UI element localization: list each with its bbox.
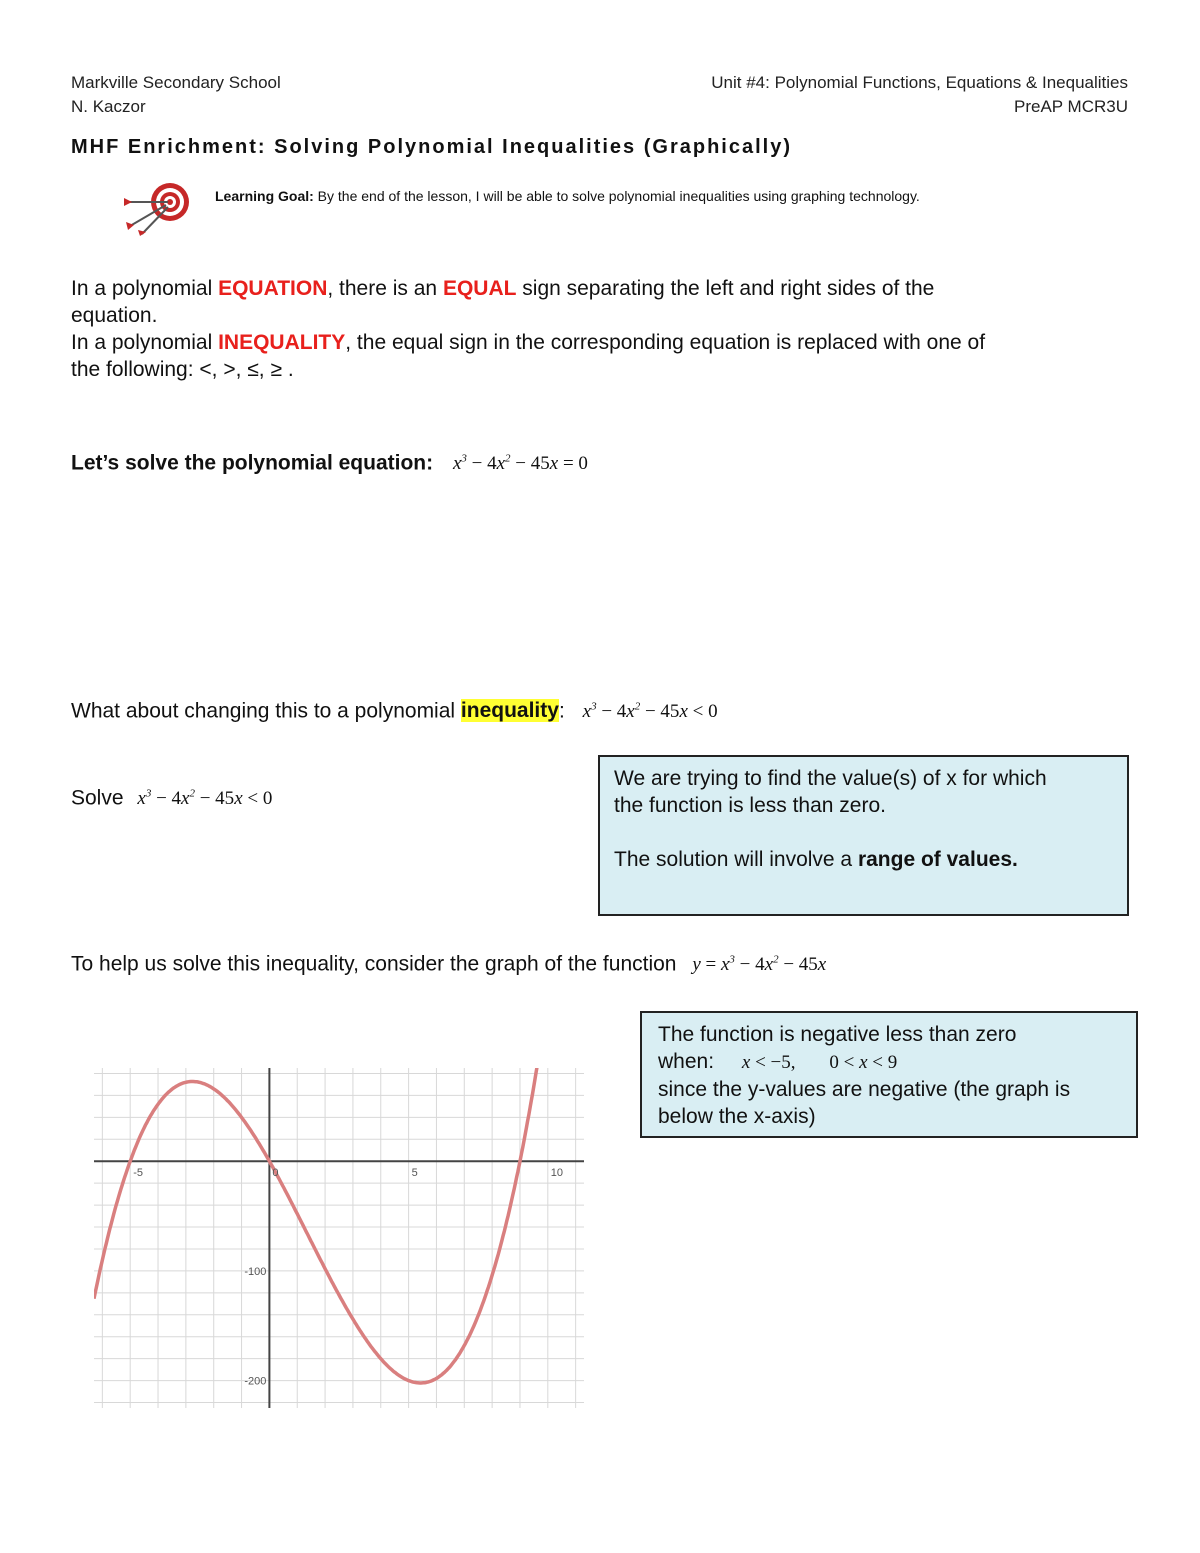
function-curve <box>94 1068 538 1383</box>
intro-text: , the equal sign in the corresponding equation is replaced with one of <box>345 331 986 354</box>
graph-prompt <box>71 947 826 978</box>
function-definition: $y = x^3 - 4x^2 - 45x$ <box>692 954 827 976</box>
solution-interval-1: x < −5, <box>741 1052 796 1073</box>
intro-text: In a polynomial <box>71 331 219 354</box>
intro-text: equation. <box>71 304 158 327</box>
box-text: since the y-values are negative (the graph is <box>658 1078 1071 1101</box>
school-name: Markville Secondary School <box>71 73 281 92</box>
y-tick-label: -200 <box>244 1375 267 1388</box>
target-icon <box>120 178 192 238</box>
inequality-symbols: the following: <, >, ≤, ≥ . <box>71 358 294 381</box>
tick-labels <box>133 1167 563 1387</box>
intro-text: In a polynomial <box>71 277 219 300</box>
solution-interval-2: 0 < x < 9 <box>829 1052 898 1073</box>
intro-text: , there is an <box>327 277 443 300</box>
box-text: the function is less than zero. <box>614 794 886 817</box>
inequality-keyword: INEQUALITY <box>218 331 346 354</box>
box-text: below the x-axis) <box>658 1105 816 1128</box>
polynomial-inequality: $x^3 - 4x^2 - 45x < 0$ <box>582 701 718 723</box>
teacher-name: N. Kaczor <box>71 97 146 116</box>
learning-goal-text: By the end of the lesson, I will be able to solve polynomial inequalities using graphing technology. <box>313 188 920 204</box>
intro-paragraph <box>71 275 1131 383</box>
intro-text: sign separating the left and right sides of the <box>516 277 935 300</box>
equation-prompt-label: Let’s solve the polynomial equation: <box>71 451 434 475</box>
graph-prompt-text: To help us solve this inequality, consider the graph of the function <box>71 952 677 976</box>
course-code: PreAP MCR3U <box>1014 97 1128 116</box>
solve-prompt <box>71 781 272 812</box>
inequality-prompt-text: What about changing this to a polynomial <box>71 699 461 723</box>
solve-inequality: $x^3 - 4x^2 - 45x < 0$ <box>137 788 273 810</box>
x-tick-label: -5 <box>133 1167 143 1180</box>
x-tick-label: 10 <box>550 1167 564 1180</box>
graph-axes <box>94 1068 584 1408</box>
solution-box <box>640 1011 1138 1138</box>
box-text: The function is negative less than zero <box>658 1023 1017 1046</box>
unit-title: Unit #4: Polynomial Functions, Equations & Inequalities <box>711 73 1128 92</box>
box-text: We are trying to find the value(s) of x for which <box>614 767 1047 790</box>
box-text: when: <box>658 1050 715 1073</box>
page-title: MHF Enrichment: Solving Polynomial Inequalities (Graphically) <box>71 136 792 158</box>
equal-keyword: EQUAL <box>442 277 517 300</box>
equation-prompt <box>71 446 588 477</box>
y-tick-label: -100 <box>244 1265 267 1278</box>
learning-goal <box>215 188 920 204</box>
solve-label: Solve <box>71 786 124 810</box>
range-of-values: range of values. <box>857 848 1018 871</box>
x-tick-label: 0 <box>272 1167 279 1180</box>
box-text: The solution will involve a <box>614 848 858 871</box>
function-graph <box>94 1068 584 1408</box>
inequality-prompt-colon: : <box>558 699 565 723</box>
graph-grid <box>94 1068 584 1408</box>
inequality-prompt <box>71 694 718 725</box>
equation-keyword: EQUATION <box>218 277 328 300</box>
learning-goal-label: Learning Goal: <box>215 188 314 204</box>
inequality-highlight: inequality <box>460 699 559 723</box>
x-tick-label: 5 <box>411 1167 418 1180</box>
range-note-box <box>598 755 1129 916</box>
polynomial-equation: $x^3 - 4x^2 - 45x = 0$ <box>452 453 588 475</box>
